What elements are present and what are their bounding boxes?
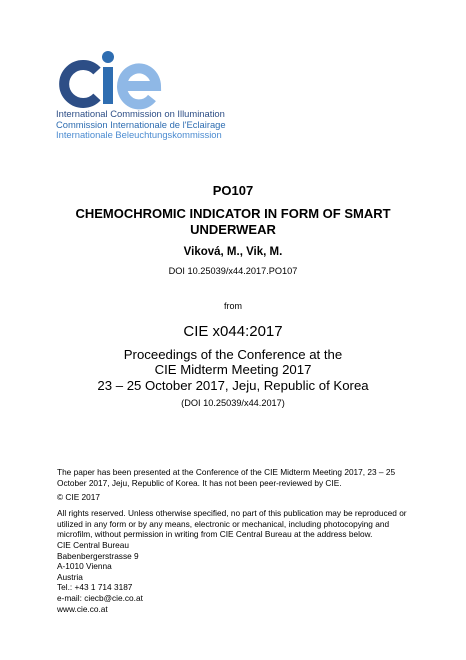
organization-names: [56, 109, 226, 141]
paper-authors: Viková, M., Vik, M.: [183, 246, 283, 258]
copyright-notice: © CIE 2017: [57, 492, 101, 502]
proceedings-line: 23 – 25 October 2017, Jeju, Republic of Korea: [97, 377, 369, 393]
org-name-de: Internationale Beleuchtungskommission: [56, 129, 222, 141]
paper-doi: DOI 10.25039/x44.2017.PO107: [168, 266, 298, 276]
address-line: A-1010 Vienna: [57, 561, 112, 572]
org-name-fr: Commission Internationale de l'Eclairage: [56, 118, 226, 130]
presentation-note: The paper has been presented at the Conference of the CIE Midterm Meeting 2017, 23 – 25 October 2017, Jeju, Republic of Korea. It has not been peer-reviewed by CIE.: [57, 467, 396, 488]
paper-code: PO107: [212, 183, 254, 198]
from-label: from: [224, 301, 242, 311]
paper-title: CHEMOCHROMIC INDICATOR IN FORM OF SMART UNDERWEAR: [75, 206, 391, 237]
central-bureau-address: [57, 540, 422, 614]
logo-i-stem: [103, 67, 113, 104]
publication-code: CIE x044:2017: [183, 323, 283, 340]
address-line: Austria: [57, 571, 83, 582]
address-line: e-mail: ciecb@cie.co.at: [57, 592, 143, 603]
address-line: Tel.: +43 1 714 3187: [57, 582, 133, 593]
cie-logo-graphic: [55, 46, 235, 110]
proceedings-line: Proceedings of the Conference at the: [123, 347, 343, 362]
org-name-en: International Commission on Illumination: [56, 108, 225, 119]
address-line: CIE Central Bureau: [57, 540, 129, 550]
address-line: www.cie.co.at: [57, 603, 108, 614]
address-line: Babenbergerstrasse 9: [57, 550, 139, 561]
logo-i-dot: [102, 51, 114, 63]
rights-statement: All rights reserved. Unless otherwise specified, no part of this publication may be reproduced or utilized in any form or by any means, electronic or mechanical, including photocopying and microfilm, without permission in writing from CIE Central Bureau at the address below.: [57, 508, 407, 540]
logo-c-shape: [64, 65, 97, 103]
proceedings-title: [0, 347, 466, 393]
proceedings-line: CIE Midterm Meeting 2017: [154, 362, 312, 378]
proceedings-doi: (DOI 10.25039/x44.2017): [181, 398, 285, 408]
logo-e-shape: [122, 68, 156, 104]
